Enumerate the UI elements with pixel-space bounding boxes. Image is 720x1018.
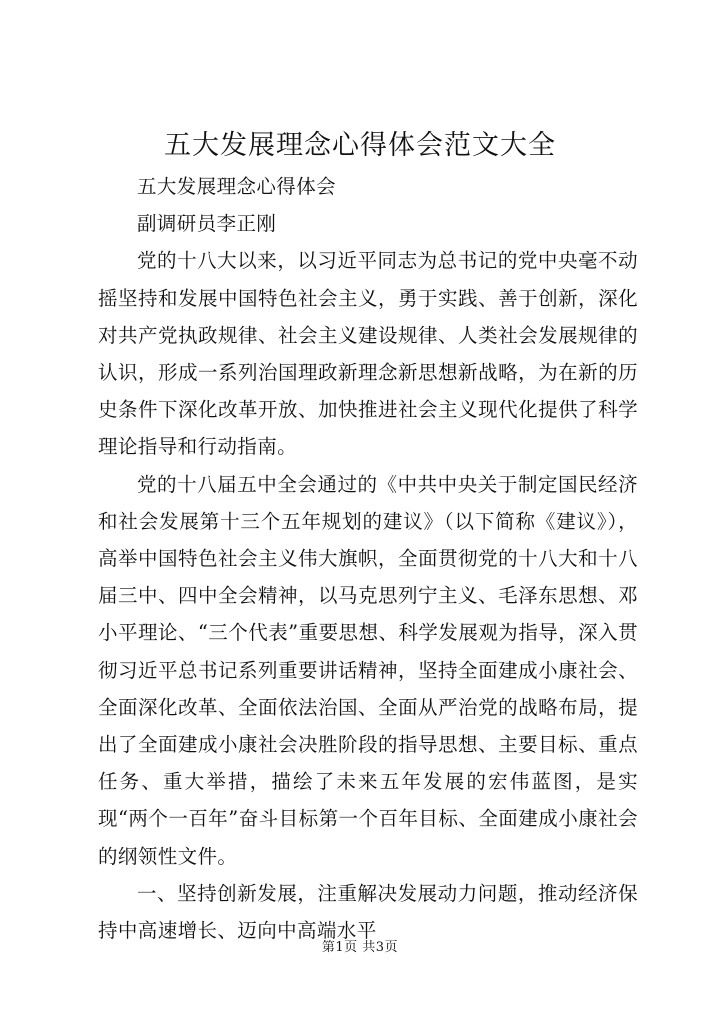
author-paragraph: 副调研员李正刚 bbox=[137, 212, 277, 236]
document-body bbox=[98, 168, 638, 949]
body-paragraph: 党的十八大以来，以习近平同志为总书记的党中央毫不动摇坚持和发展中国特色社会主义，勇于实践、善于创新，深化对共产党执政规律、社会主义建设规律、人类社会发展规律的认识，形成一系列治国理政新理念新思想新战略，为在新的历史条件下深化改革开放、加快推进社会主义现代化提供了科学理论指导和行动指南。 bbox=[98, 249, 638, 459]
subtitle-paragraph: 五大发展理念心得体会 bbox=[137, 175, 337, 198]
body-paragraph: 党的十八届五中全会通过的《中共中央关于制定国民经济和社会发展第十三个五年规划的建议》（以下简称《建议》），高举中国特色社会主义伟大旗帜，全面贯彻党的十八大和十八届三中、四中全会精神，以马克思列宁主义、毛泽东思想、邓小平理论、“三个代表”重要思想、科学发展观为指导，深入贯彻习近平总书记系列重要讲话精神，坚持全面建成小康社会、全面深化改革、全面依法治国、全面从严治党的战略布局，提出了全面建成小康社会决胜阶段的指导思想、主要目标、重点任务、重大举措，描绘了未来五年发展的宏伟蓝图，是实现“两个一百年”奋斗目标第一个百年目标、全面建成小康社会的纲领性文件。 bbox=[98, 472, 638, 868]
section-heading-paragraph: 一、坚持创新发展，注重解决发展动力问题，推动经济保持中高速增长、迈向中高端水平 bbox=[98, 881, 638, 943]
page-number-footer: 第1页 共3页 bbox=[321, 940, 399, 955]
document-title: 五大发展理念心得体会范文大全 bbox=[164, 130, 556, 161]
